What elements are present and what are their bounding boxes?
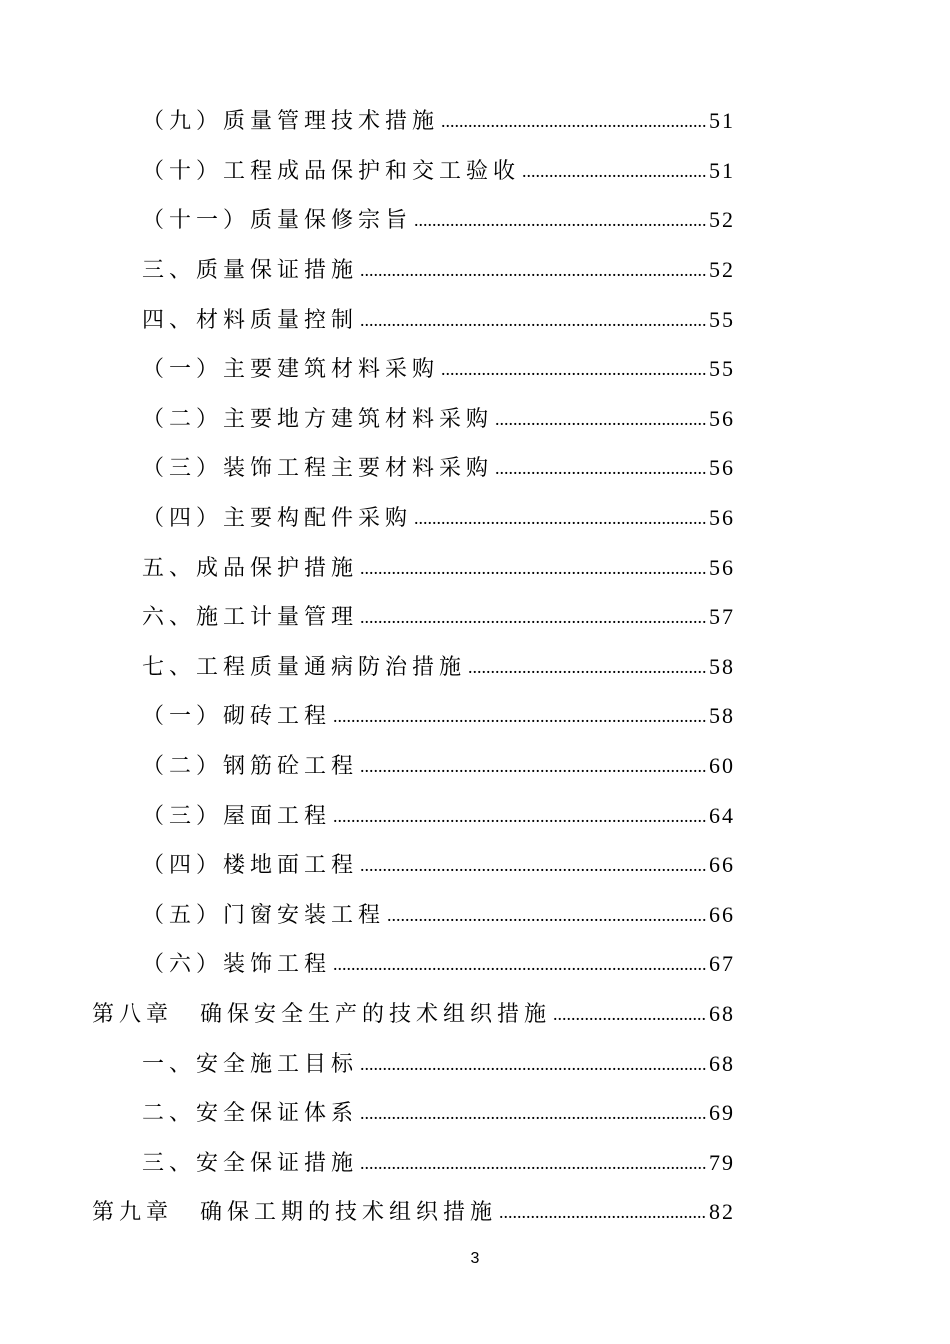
toc-dot-leader [414, 210, 707, 231]
toc-entry-title: （十）工程成品保护和交工验收 [142, 158, 521, 184]
toc-entry-line [92, 997, 735, 1028]
toc-dot-leader [360, 310, 707, 331]
toc-entry-page: 66 [709, 852, 735, 878]
toc-entry-title: 四、材料质量控制 [142, 307, 359, 333]
toc-entry-page: 57 [709, 604, 735, 630]
toc-entry-page: 68 [709, 1000, 735, 1026]
toc-entry-title: （四）楼地面工程 [142, 853, 359, 879]
toc-entry-line [142, 699, 735, 730]
toc-dot-leader [333, 806, 707, 827]
toc-entry-page: 52 [709, 257, 735, 283]
toc-entry[interactable] [0, 889, 950, 939]
toc-entry[interactable] [0, 293, 950, 343]
toc-entry-page: 56 [709, 505, 735, 531]
toc-entry-page: 67 [709, 951, 735, 977]
toc-entry-line [92, 1195, 735, 1226]
toc-entry[interactable] [0, 442, 950, 492]
toc-entry[interactable] [0, 541, 950, 591]
toc-entry[interactable] [0, 1037, 950, 1087]
toc-entry[interactable] [0, 95, 950, 145]
toc-entry-title: 六、施工计量管理 [142, 605, 359, 631]
toc-entry-line [142, 501, 735, 532]
toc-entry[interactable] [0, 145, 950, 195]
toc-entry-title: （二）主要地方建筑材料采购 [142, 406, 494, 432]
toc-entry-line [142, 352, 735, 383]
toc-entry-title: （五）门窗安装工程 [142, 902, 386, 928]
toc-entry-page: 55 [709, 306, 735, 332]
toc-entry-page: 82 [709, 1199, 735, 1225]
toc-entry[interactable] [0, 244, 950, 294]
toc-dot-leader [553, 1004, 707, 1025]
toc-entry-title: （四）主要构配件采购 [142, 506, 413, 532]
toc-entry-line [142, 650, 735, 681]
toc-entry[interactable] [0, 789, 950, 839]
toc-entry-title: （九）质量管理技术措施 [142, 109, 440, 135]
toc-entry-page: 56 [709, 455, 735, 481]
toc-dot-leader [360, 855, 707, 876]
toc-entry-line [142, 203, 735, 234]
toc-entry-line [142, 947, 735, 978]
toc-entry-title: 一、安全施工目标 [142, 1051, 359, 1077]
toc-entry-title: （十一）质量保修宗旨 [142, 208, 413, 234]
toc-dot-leader [360, 1054, 707, 1075]
toc-dot-leader [495, 409, 707, 430]
toc-dot-leader [333, 954, 707, 975]
toc-entry-line [142, 402, 735, 433]
toc-entry[interactable] [0, 839, 950, 889]
toc-entry[interactable] [0, 938, 950, 988]
toc-entry-page: 58 [709, 653, 735, 679]
toc-entry-page: 58 [709, 703, 735, 729]
toc-entry-page: 64 [709, 802, 735, 828]
toc-entry-page: 68 [709, 1050, 735, 1076]
toc-entry[interactable] [0, 194, 950, 244]
toc-entry-line [142, 1146, 735, 1177]
toc-entry[interactable] [0, 393, 950, 443]
toc-entry-line [142, 303, 735, 334]
toc-entry[interactable] [0, 641, 950, 691]
toc-dot-leader [360, 607, 707, 628]
table-of-contents [0, 95, 950, 1236]
toc-dot-leader [387, 905, 707, 926]
toc-dot-leader [360, 558, 707, 579]
toc-entry-line [142, 848, 735, 879]
toc-entry-page: 79 [709, 1149, 735, 1175]
toc-entry-title: 三、质量保证措施 [142, 258, 359, 284]
toc-dot-leader [360, 1153, 707, 1174]
toc-dot-leader [333, 706, 707, 727]
toc-entry-line [142, 749, 735, 780]
toc-entry-title: 七、工程质量通病防治措施 [142, 654, 467, 680]
toc-entry[interactable] [0, 492, 950, 542]
toc-entry-line [142, 898, 735, 929]
toc-entry-line [142, 451, 735, 482]
toc-dot-leader [499, 1202, 707, 1223]
page-number: 3 [470, 1250, 480, 1267]
toc-entry[interactable] [0, 988, 950, 1038]
toc-entry-page: 52 [709, 207, 735, 233]
toc-dot-leader [441, 359, 707, 380]
toc-entry-page: 56 [709, 554, 735, 580]
toc-entry-title: 二、安全保证体系 [142, 1101, 359, 1127]
toc-entry-page: 51 [709, 108, 735, 134]
toc-dot-leader [522, 161, 707, 182]
toc-dot-leader [495, 458, 707, 479]
toc-entry-line [142, 1047, 735, 1078]
toc-entry-title: 第八章 确保安全生产的技术组织措施 [92, 1001, 552, 1027]
toc-entry[interactable] [0, 1136, 950, 1186]
toc-dot-leader [360, 260, 707, 281]
toc-entry[interactable] [0, 343, 950, 393]
toc-entry[interactable] [0, 1087, 950, 1137]
toc-entry[interactable] [0, 690, 950, 740]
toc-entry-line [142, 551, 735, 582]
toc-entry-line [142, 600, 735, 631]
toc-entry-title: （六）装饰工程 [142, 952, 332, 978]
toc-entry-line [142, 1096, 735, 1127]
toc-dot-leader [441, 111, 707, 132]
toc-entry-title: （三）装饰工程主要材料采购 [142, 456, 494, 482]
toc-entry-line [142, 154, 735, 185]
toc-entry[interactable] [0, 591, 950, 641]
toc-entry-page: 56 [709, 405, 735, 431]
toc-entry-title: （一）砌砖工程 [142, 704, 332, 730]
toc-entry-page: 51 [709, 157, 735, 183]
toc-dot-leader [360, 1103, 707, 1124]
toc-entry-title: 五、成品保护措施 [142, 555, 359, 581]
toc-entry-page: 60 [709, 753, 735, 779]
toc-entry[interactable] [0, 1186, 950, 1236]
toc-entry-page: 66 [709, 901, 735, 927]
toc-dot-leader [360, 756, 707, 777]
toc-entry-title: 三、安全保证措施 [142, 1150, 359, 1176]
toc-dot-leader [414, 508, 707, 529]
toc-entry-line [142, 104, 735, 135]
toc-entry-title: 第九章 确保工期的技术组织措施 [92, 1200, 498, 1226]
toc-entry-title: （三）屋面工程 [142, 803, 332, 829]
toc-entry-page: 69 [709, 1100, 735, 1126]
toc-entry-page: 55 [709, 356, 735, 382]
toc-entry-line [142, 799, 735, 830]
toc-entry-title: （一）主要建筑材料采购 [142, 357, 440, 383]
toc-entry[interactable] [0, 740, 950, 790]
toc-entry-title: （二）钢筋砼工程 [142, 754, 359, 780]
toc-entry-line [142, 253, 735, 284]
toc-dot-leader [468, 657, 707, 678]
